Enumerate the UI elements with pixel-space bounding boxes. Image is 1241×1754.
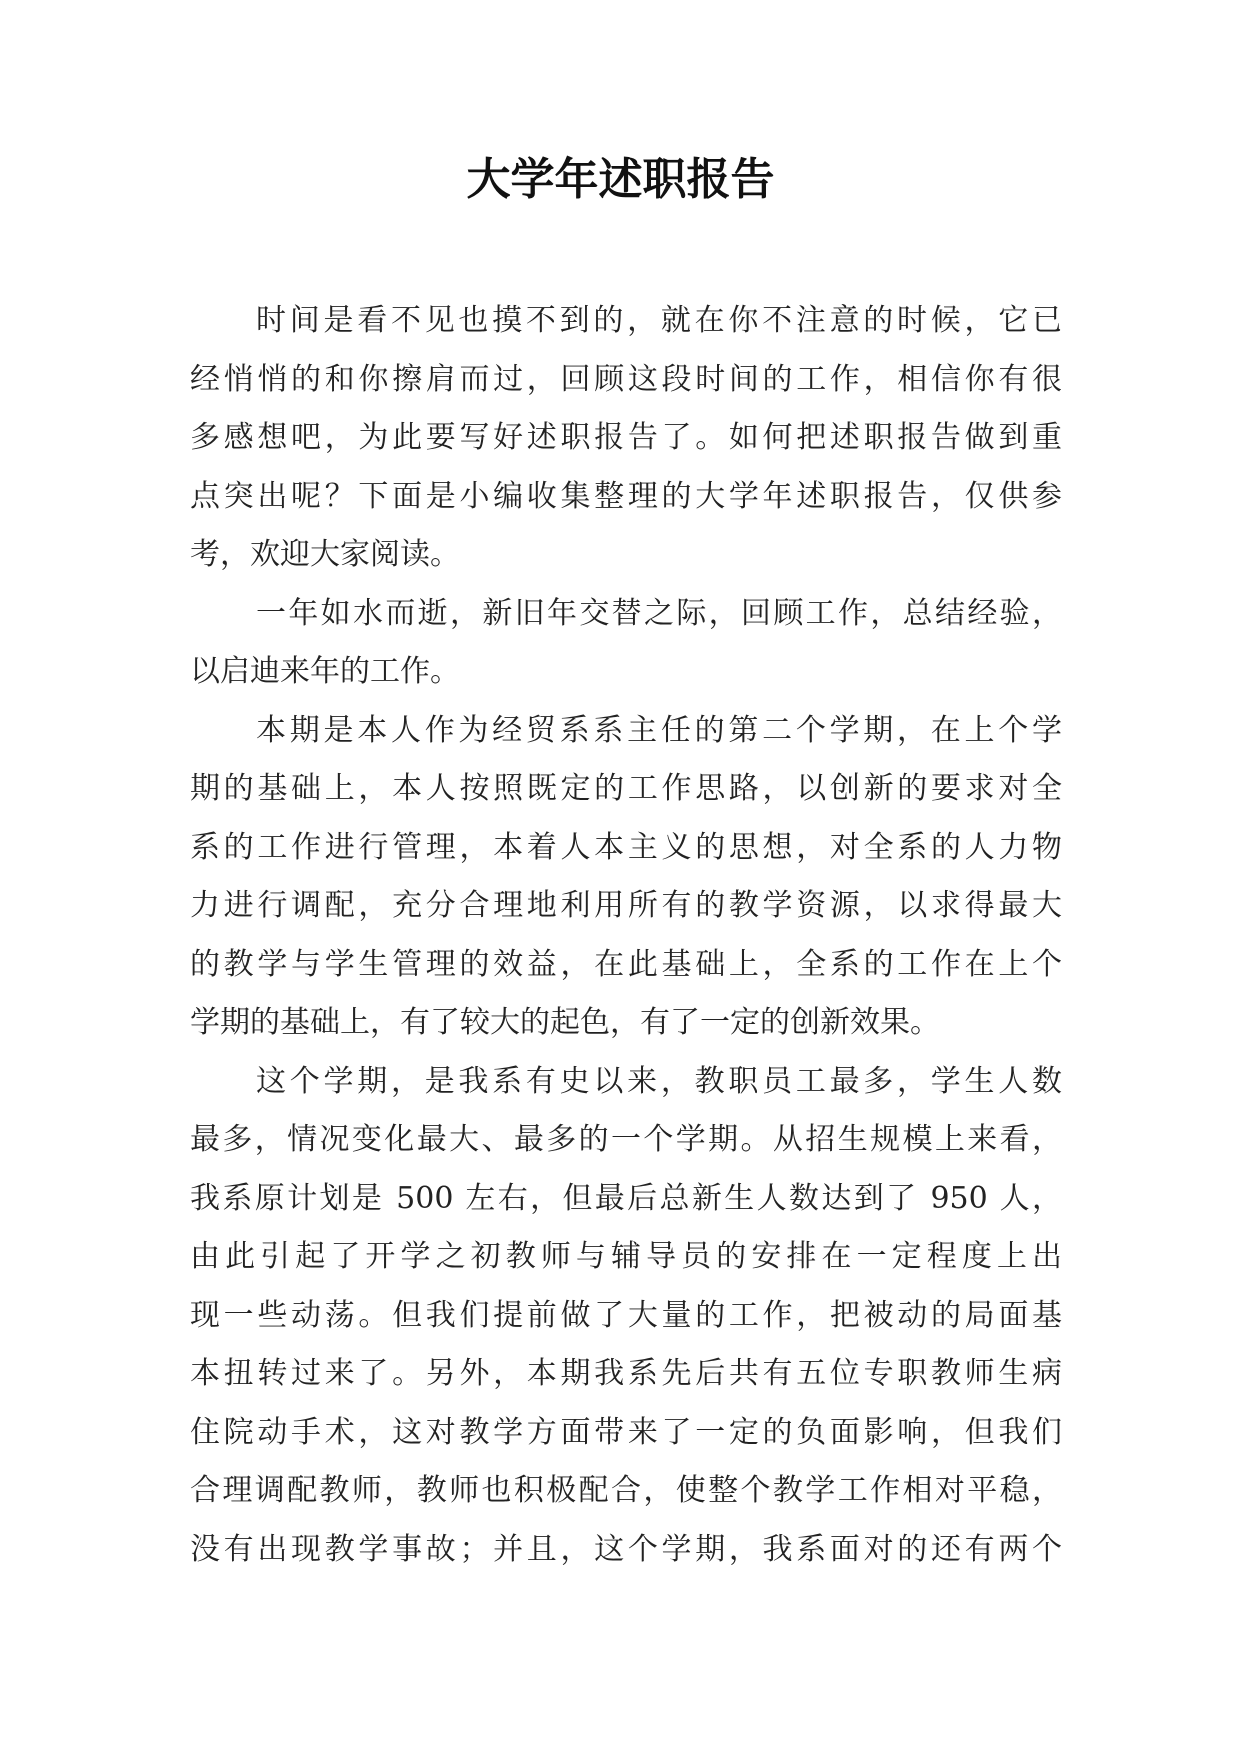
text-line: 经悄悄的和你擦肩而过，回顾这段时间的工作，相信你有很 [190,361,1062,397]
text-line: 考，欢迎大家阅读。 [190,537,460,572]
text-line: 本期是本人作为经贸系系主任的第二个学期，在上个学 [256,712,1062,748]
text-line: 的教学与学生管理的效益，在此基础上，全系的工作在上个 [190,946,1062,982]
text-line: 期的基础上，本人按照既定的工作思路，以创新的要求对全 [190,771,1062,806]
text-line: 力进行调配，充分合理地利用所有的教学资源，以求得最大 [190,888,1062,923]
text-line: 我系原计划是 500 左右，但最后总新生人数达到了 950 人， [190,1180,1062,1216]
text-line: 由此引起了开学之初教师与辅导员的安排在一定程度上出 [190,1239,1062,1274]
text-line: 住院动手术，这对教学方面带来了一定的负面影响，但我们 [190,1414,1062,1450]
document-title: 大学年述职报告 [466,154,775,205]
text-line: 没有出现教学事故；并且，这个学期，我系面对的还有两个 [190,1531,1062,1567]
text-line: 时间是看不见也摸不到的，就在你不注意的时候，它已 [256,303,1062,338]
text-line: 一年如水而逝，新旧年交替之际，回顾工作，总结经验， [256,595,1062,631]
document-body [190,292,1062,1579]
text-line: 点突出呢？下面是小编收集整理的大学年述职报告，仅供参 [190,478,1062,514]
text-line: 这个学期，是我系有史以来，教职员工最多，学生人数 [256,1063,1062,1099]
text-line: 合理调配教师，教师也积极配合，使整个教学工作相对平稳， [190,1473,1062,1508]
text-line: 最多，情况变化最大、最多的一个学期。从招生规模上来看， [190,1122,1062,1157]
text-line: 本扭转过来了。另外，本期我系先后共有五位专职教师生病 [190,1356,1062,1391]
text-line: 以启迪来年的工作。 [190,654,460,689]
text-line: 系的工作进行管理，本着人本主义的思想，对全系的人力物 [190,829,1062,865]
text-line: 多感想吧，为此要写好述职报告了。如何把述职报告做到重 [190,420,1062,455]
text-line: 学期的基础上，有了较大的起色，有了一定的创新效果。 [190,1005,940,1040]
text-line: 现一些动荡。但我们提前做了大量的工作，把被动的局面基 [190,1297,1062,1333]
